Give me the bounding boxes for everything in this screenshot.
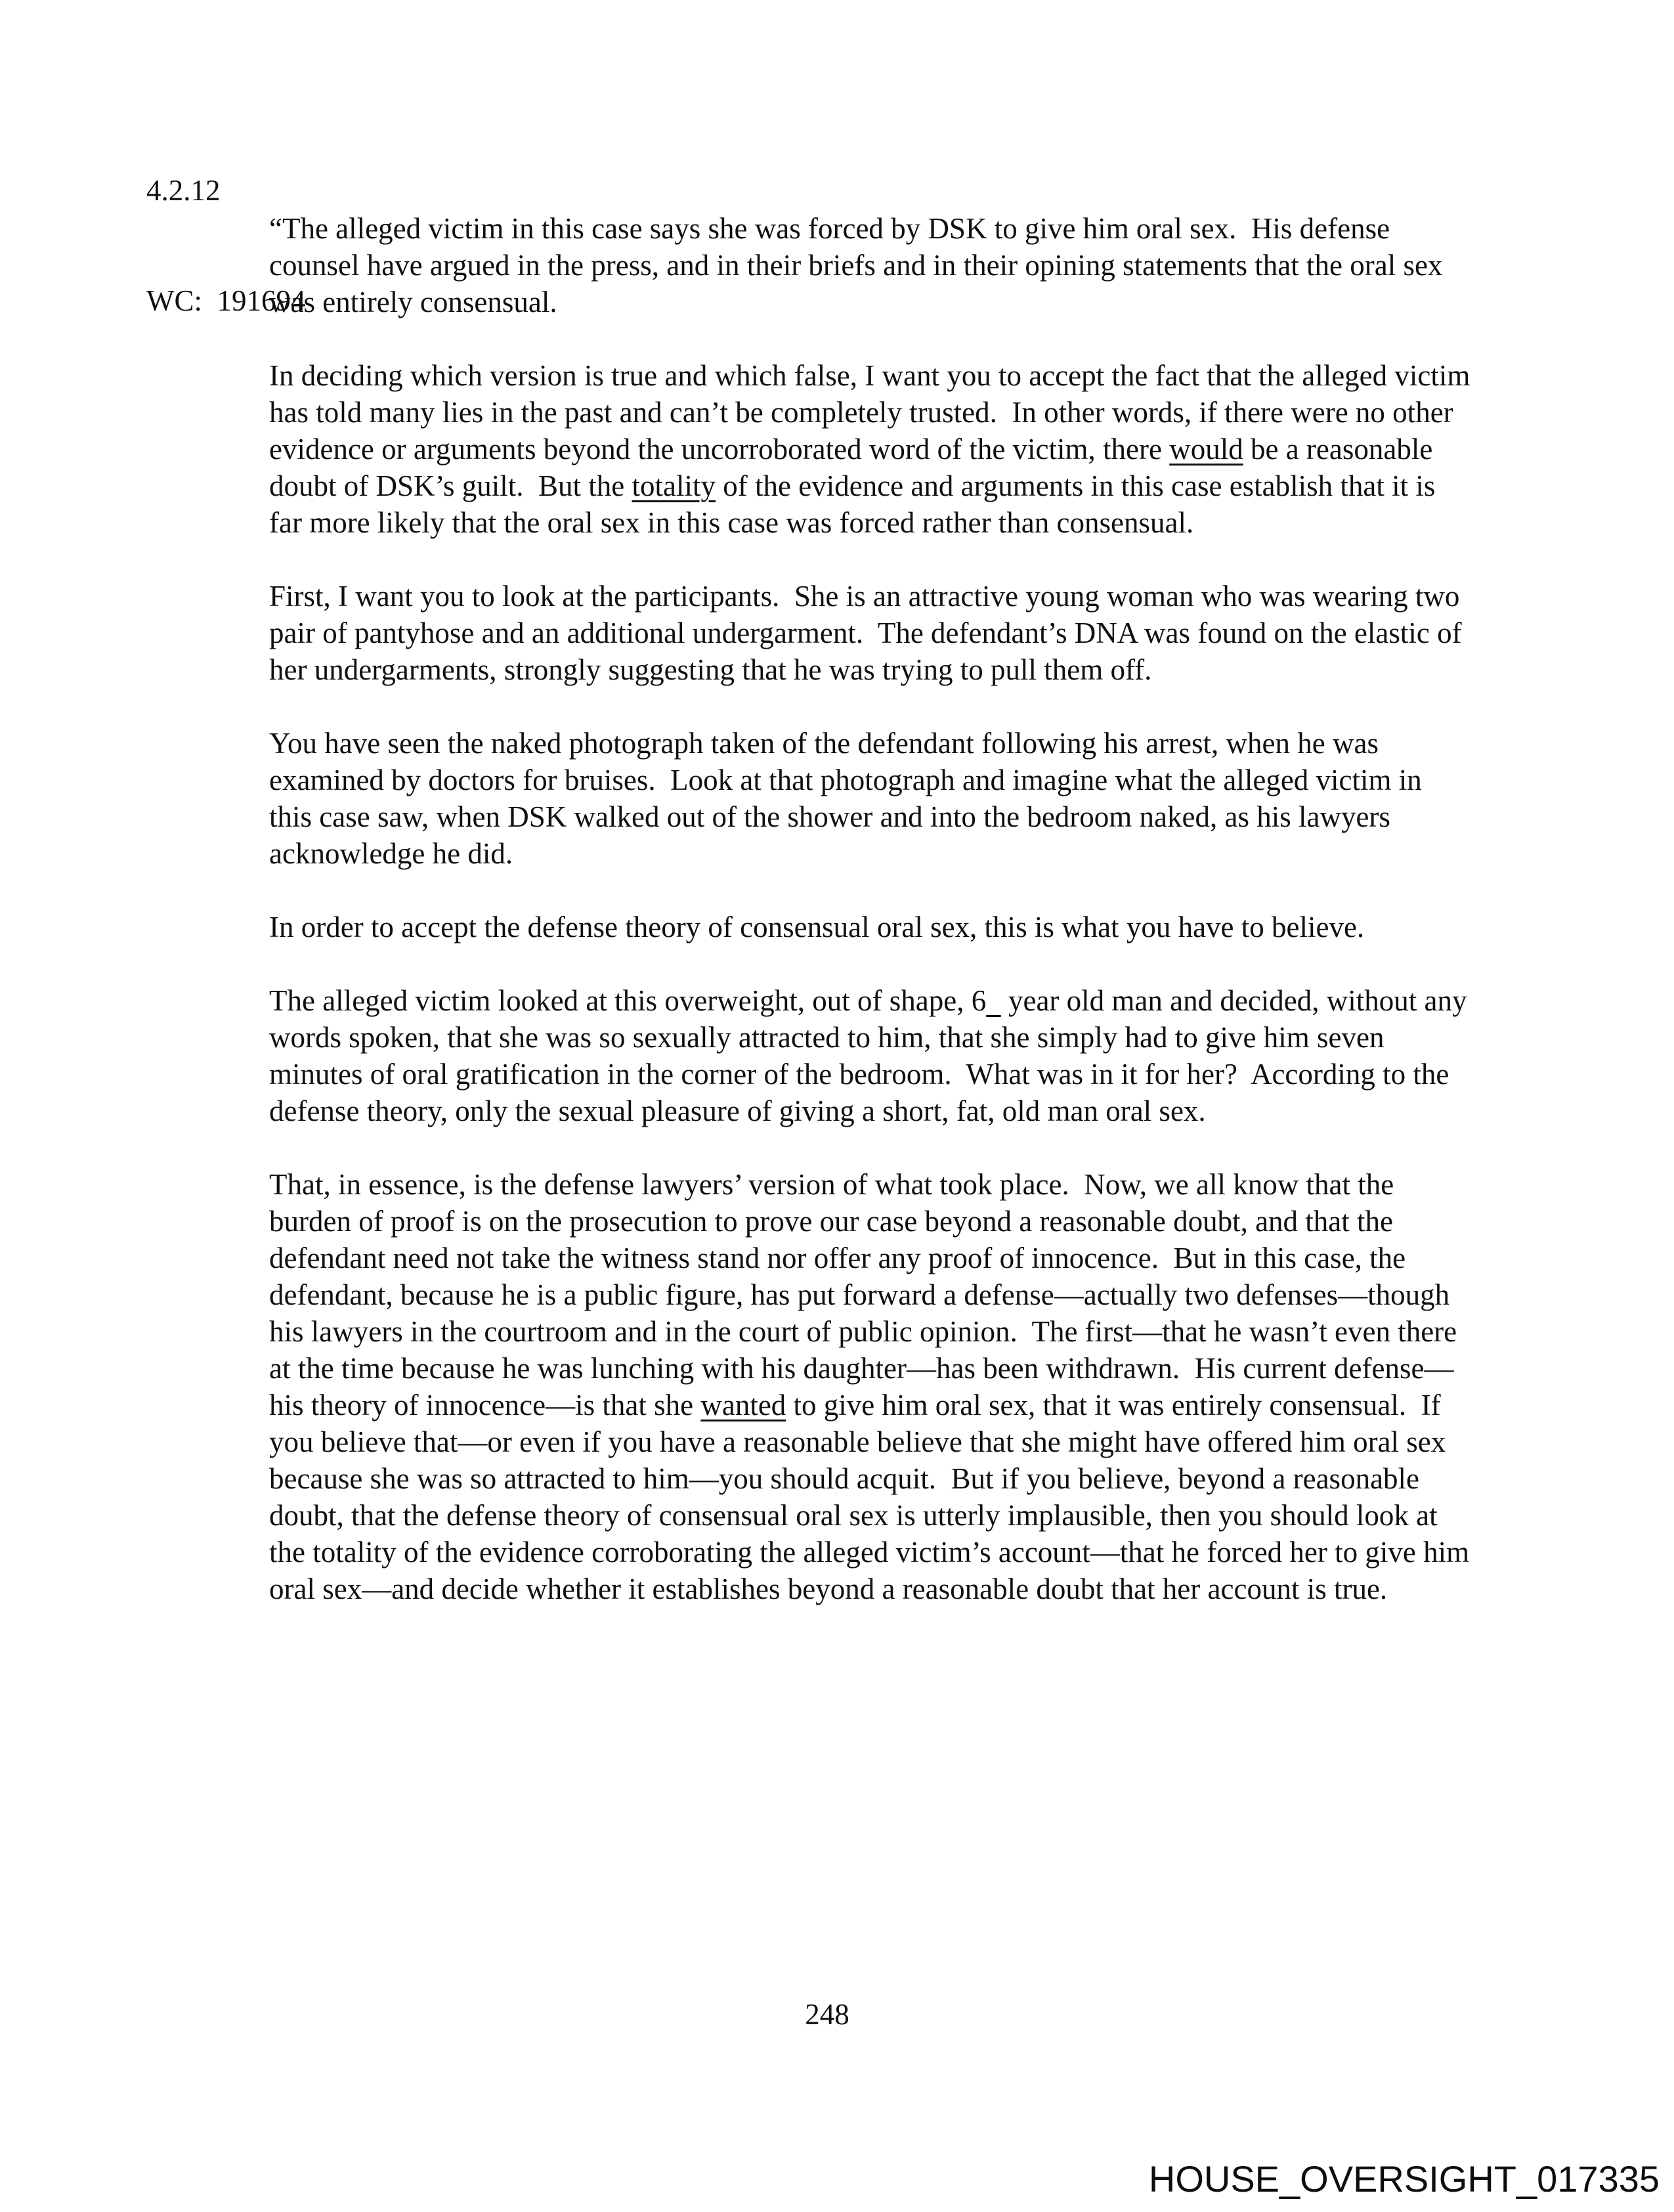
- page-number: 248: [805, 1998, 849, 2031]
- paragraph-5: [269, 909, 1470, 945]
- text-run: That, in essence, is the defense lawyers’ version of what took place. Now, we all know that the burden of proof is on the prosecution to prove our case beyond a reasonable doubt, and that the defendant need not take the witness stand nor offer any proof of innocence. But in this case, the defendant, because he is a public figure, has put forward a defense—actually two defenses—though his lawyers in the courtroom and in the court of public opinion. The first—that he wasn’t even there at the time because he was lunching with his daughter—has been withdrawn. His current defense—his theory of innocence—is that she: [269, 1168, 1465, 1421]
- paragraph-2: [269, 357, 1478, 541]
- text-run: In order to accept the defense theory of consensual oral sex, this is what you have to believe.: [269, 911, 1365, 943]
- paragraph-1: [269, 210, 1470, 320]
- document-body: [269, 210, 1478, 1644]
- text-run: to give him oral sex, that it was entirely consensual. If you believe that—or even if you have a reasonable believe that she might have offered him oral sex because she was so attracted to him—you should acquit. But if you believe, beyond a reasonable doubt, that the defense theory of consensual oral sex is utterly implausible, then you should look at the totality of the evidence corroborating the alleged victim’s account—that he forced her to give him oral sex—and decide whether it establishes beyond a reasonable doubt that her account is true.: [269, 1389, 1477, 1605]
- text-run: of the evidence and arguments in this case establish that it is far more likely that the oral sex in this case was forced rather than consensual.: [269, 469, 1443, 539]
- underlined-text-run: [986, 984, 1001, 1017]
- text-run: The alleged victim looked at this overweight, out of shape, 6: [269, 984, 987, 1017]
- paragraph-7: [269, 1166, 1477, 1607]
- paragraph-6: [269, 982, 1474, 1129]
- paragraph-3: [269, 578, 1470, 688]
- text-run: You have seen the naked photograph taken of the defendant following his arrest, when he was examined by doctors for bruises. Look at that photograph and imagine what the alleged victim in this case saw, when DSK walked out of the shower and into the bedroom naked, as his lawyers acknowledge he did.: [269, 727, 1430, 870]
- paragraph-4: [269, 725, 1470, 872]
- text-run: be a reasonable doubt of DSK’s guilt. But the: [269, 433, 1440, 502]
- underlined-text-run: totality: [632, 469, 716, 502]
- text-run: year old man and decided, without any words spoken, that she was so sexually attracted to him, that she simply had to give him seven minutes of oral gratification in the corner of the bedroom. What was in it for her? According to the defense theory, only the sexual pleasure of giving a short, fat, old man oral sex.: [269, 984, 1474, 1127]
- text-run: First, I want you to look at the participants. She is an attractive young woman who was wearing two pair of pantyhose and an additional undergarment. The defendant’s DNA was found on the elastic of her undergarments, strongly suggesting that he was trying to pull them off.: [269, 580, 1469, 686]
- text-run: In deciding which version is true and which false, I want you to accept the fact that the alleged victim has told many lies in the past and can’t be completely trusted. In other words, if there were no other evidence or arguments beyond the uncorroborated word of the victim, there: [269, 359, 1478, 466]
- bates-number: HOUSE_OVERSIGHT_017335: [1148, 2158, 1660, 2200]
- underlined-text-run: wanted: [700, 1389, 786, 1421]
- header-word-count: WC: 191694: [146, 284, 306, 317]
- underlined-text-run: would: [1169, 433, 1243, 466]
- text-run: “The alleged victim in this case says she was forced by DSK to give him oral sex. His defense counsel have argued in the press, and in their briefs and in their opining statements that the oral sex was entirely consensual.: [269, 212, 1450, 318]
- header-date: 4.2.12: [146, 174, 221, 207]
